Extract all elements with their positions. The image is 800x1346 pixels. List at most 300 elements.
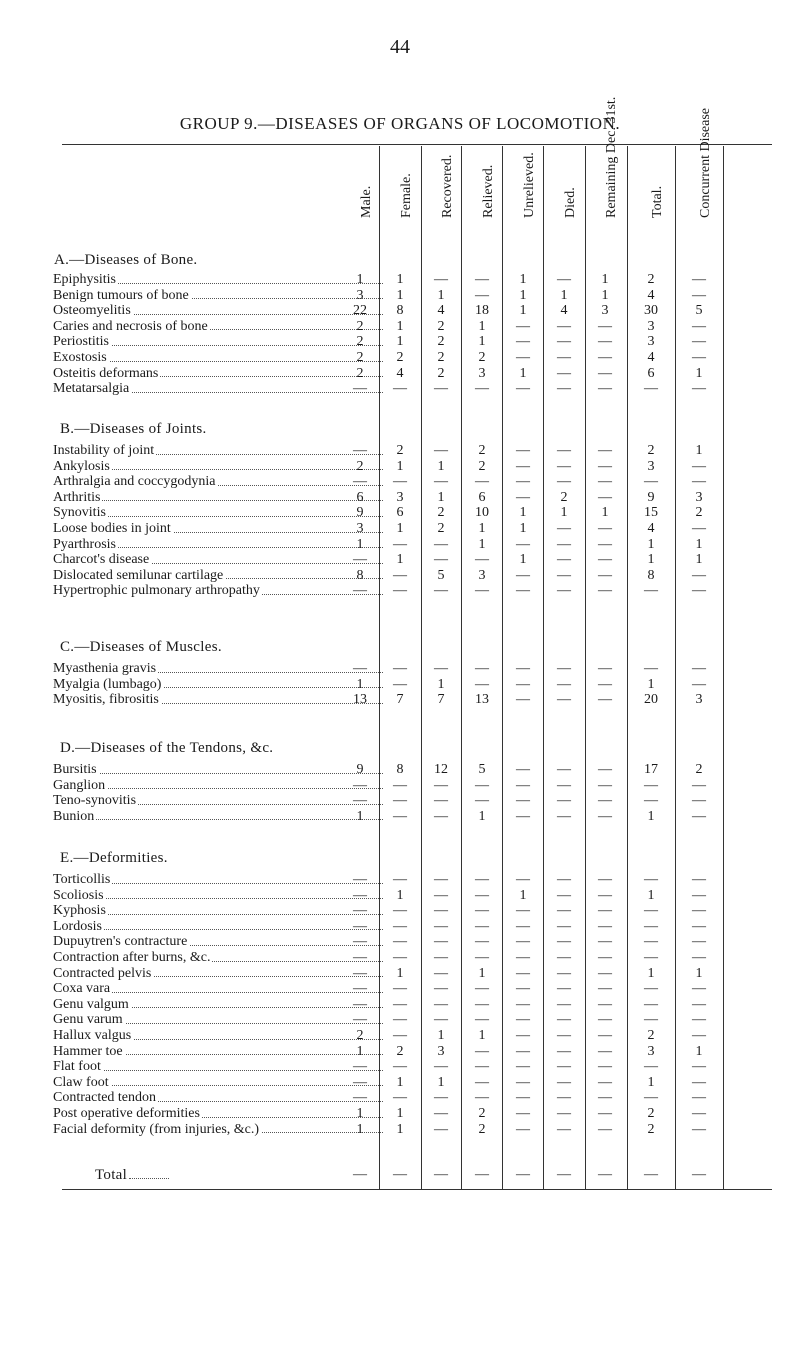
table-row [0,809,800,825]
cell-value: — [353,661,367,676]
cell-value: — [598,1043,612,1059]
cell-value: 1 [519,505,527,521]
cell-value: — [557,903,571,919]
cell-value: — [644,777,658,793]
cell-value: — [353,949,367,965]
table-row [0,1075,800,1091]
cell-value: — [353,981,367,997]
row-label-text: Benign tumours of bone [53,287,189,303]
table-row [0,334,800,350]
cell-value: — [393,934,407,950]
table-row [0,966,800,982]
cell-value: — [598,583,612,599]
cell-value: 2 [356,1027,364,1043]
cell-value: — [598,1059,612,1075]
row-label-text: Ankylosis [53,458,110,474]
cell-value: — [434,381,448,397]
cell-value: — [353,381,367,397]
cell-value: — [598,1012,612,1028]
cell-value: — [692,1012,706,1028]
row-label-text: Caries and necrosis of bone [53,318,208,334]
row-label [53,1044,383,1060]
cell-value: — [475,1043,489,1059]
cell-value: — [353,934,367,950]
row-label [53,1012,383,1028]
cell-value: — [434,887,448,903]
cell-value: 2 [437,318,445,334]
cell-value: — [692,1121,706,1137]
column-header-label: Recovered. [440,154,455,218]
row-label [53,1075,383,1091]
row-label [53,778,383,794]
cell-value: — [692,808,706,824]
cell-value: — [557,381,571,397]
table-row [0,583,800,599]
cell-value: — [434,949,448,965]
cell-value: — [557,1121,571,1137]
cell-value: — [475,474,489,490]
cell-value: — [434,1090,448,1106]
cell-value: — [393,996,407,1012]
cell-value: — [557,552,571,568]
cell-value: — [475,1090,489,1106]
cell-value: — [516,1012,530,1028]
cell-value: — [393,949,407,965]
table-row [0,872,800,888]
cell-value: — [557,777,571,793]
table-row [0,1012,800,1028]
cell-value: — [434,981,448,997]
cell-value: 1 [647,808,655,824]
row-label-text: Pyarthrosis [53,536,116,552]
row-label [53,661,383,677]
row-label-text: Genu valgum [53,996,129,1012]
cell-value: 2 [695,505,703,521]
total-value: — [393,1167,407,1183]
cell-value: — [692,349,706,365]
table-row [0,272,800,288]
cell-value: — [692,934,706,950]
row-label [53,443,383,459]
cell-value: 6 [396,505,404,521]
cell-value: 1 [437,676,445,692]
cell-value: 1 [601,287,609,303]
cell-value: 2 [356,349,364,365]
cell-value: — [598,965,612,981]
cell-value: — [692,661,706,676]
table-row [0,288,800,304]
cell-value: 1 [396,887,404,903]
row-label [53,319,383,335]
table-row [0,888,800,904]
cell-value: — [644,981,658,997]
cell-value: — [557,1027,571,1043]
column-header [428,154,454,232]
row-label [53,1106,383,1122]
row-label [53,809,383,825]
row-label-text: Genu varum [53,1012,123,1028]
cell-value: 5 [437,567,445,583]
row-label [53,981,383,997]
row-label [53,934,383,950]
row-label-text: Instability of joint [53,443,155,458]
row-label-text: Flat foot [53,1059,101,1075]
cell-value: — [598,552,612,568]
table-row [0,381,800,397]
cell-value: — [434,272,448,287]
cell-value: — [598,762,612,777]
row-label [53,552,383,568]
cell-value: — [475,1074,489,1090]
cell-value: — [557,661,571,676]
cell-value: 4 [647,520,655,536]
cell-value: 1 [356,1105,364,1121]
cell-value: — [557,1074,571,1090]
cell-value: 3 [437,1043,445,1059]
cell-value: — [475,996,489,1012]
cell-value: 13 [475,692,489,708]
cell-value: — [475,661,489,676]
cell-value: — [598,489,612,505]
cell-value: — [557,996,571,1012]
page-number: 44 [390,36,410,58]
cell-value: — [692,918,706,934]
total-value: — [434,1167,448,1183]
cell-value: — [557,272,571,287]
row-label [53,350,383,366]
cell-value: — [516,949,530,965]
column-header-label: Total. [650,185,665,218]
total-label: Total [95,1167,169,1184]
row-label [53,793,383,809]
cell-value: — [644,381,658,397]
cell-value: — [516,489,530,505]
row-label [53,459,383,475]
cell-value: — [434,872,448,887]
cell-value: 1 [519,887,527,903]
cell-value: — [393,381,407,397]
cell-value: 3 [601,303,609,319]
cell-value: 13 [353,692,367,708]
cell-value: — [353,777,367,793]
cell-value: — [557,1105,571,1121]
column-header-label: Female. [399,173,414,218]
cell-value: — [557,334,571,350]
section-title: A.—Diseases of Bone. [54,252,198,268]
table-row [0,778,800,794]
cell-value: 1 [478,334,486,350]
cell-value: 2 [437,349,445,365]
cell-value: — [353,1059,367,1075]
cell-value: 1 [478,318,486,334]
column-header [347,154,373,232]
row-label-text: Post operative deformities [53,1105,200,1121]
cell-value: 17 [644,762,658,777]
cell-value: — [434,1121,448,1137]
row-label-text: Arthritis [53,489,101,505]
cell-value: — [644,1090,658,1106]
cell-value: — [393,474,407,490]
table-row [0,366,800,382]
cell-value: 1 [695,1043,703,1059]
total-value: — [475,1167,489,1183]
cell-value: 3 [695,489,703,505]
cell-value: — [557,365,571,381]
cell-value: — [644,934,658,950]
cell-value: 2 [396,349,404,365]
cell-value: — [557,474,571,490]
cell-value: — [598,1027,612,1043]
cell-value: — [516,1043,530,1059]
cell-value: 1 [519,552,527,568]
cell-value: — [393,583,407,599]
cell-value: — [516,1105,530,1121]
cell-value: — [516,934,530,950]
cell-value: — [644,583,658,599]
table-row [0,934,800,950]
cell-value: — [516,583,530,599]
cell-value: — [692,458,706,474]
cell-value: 2 [647,443,655,458]
cell-value: 8 [356,567,364,583]
section-rows [0,872,800,1137]
total-value: — [353,1167,367,1183]
cell-value: — [557,965,571,981]
table-row [0,997,800,1013]
cell-value: 7 [437,692,445,708]
row-label [53,583,383,599]
row-label-text: Ganglion [53,777,106,793]
cell-value: — [692,318,706,334]
cell-value: — [598,872,612,887]
cell-value: — [692,1074,706,1090]
cell-value: 3 [478,365,486,381]
cell-value: — [516,777,530,793]
cell-value: 1 [695,443,703,458]
cell-value: — [516,474,530,490]
table-row [0,762,800,778]
table-row [0,677,800,693]
cell-value: — [692,287,706,303]
table-row [0,505,800,521]
row-label-text: Scoliosis [53,887,104,903]
cell-value: — [353,443,367,458]
table-row [0,568,800,584]
row-label-text: Claw foot [53,1074,109,1090]
cell-value: — [644,1059,658,1075]
row-label-text: Periostitis [53,334,110,350]
cell-value: 1 [396,552,404,568]
row-label [53,692,383,708]
cell-value: — [434,996,448,1012]
row-label-text: Exostosis [53,349,107,365]
cell-value: — [434,536,448,552]
section-rows [0,762,800,824]
cell-value: — [516,903,530,919]
row-label-text: Coxa vara [53,981,111,997]
cell-value: 1 [396,1074,404,1090]
cell-value: 1 [437,1027,445,1043]
cell-value: — [692,567,706,583]
cell-value: 1 [356,272,364,287]
cell-value: — [475,949,489,965]
cell-value: — [393,567,407,583]
cell-value: 5 [695,303,703,319]
cell-value: — [475,552,489,568]
table-row [0,1028,800,1044]
column-header-label: Concurrent Disease [698,107,713,218]
cell-value: — [692,1090,706,1106]
cell-value: — [434,1105,448,1121]
cell-value: — [516,458,530,474]
cell-value: — [393,903,407,919]
cell-value: — [434,934,448,950]
cell-value: 1 [601,272,609,287]
cell-value: — [598,777,612,793]
cell-value: — [557,443,571,458]
cell-value: — [598,474,612,490]
cell-value: — [393,808,407,824]
cell-value: — [516,443,530,458]
cell-value: 1 [519,365,527,381]
cell-value: 2 [437,334,445,350]
row-label [53,997,383,1013]
cell-value: — [353,583,367,599]
cell-value: — [475,981,489,997]
cell-value: — [516,349,530,365]
row-label-text: Dislocated semilunar cartilage [53,567,224,583]
table-row [0,950,800,966]
cell-value: 1 [695,536,703,552]
cell-value: 9 [356,762,364,777]
row-label-text: Myositis, fibrositis [53,692,159,708]
cell-value: — [557,872,571,887]
row-label [53,521,383,537]
cell-value: — [692,1027,706,1043]
cell-value: — [434,808,448,824]
column-header-label: Died. [563,187,578,218]
cell-value: — [353,887,367,903]
cell-value: — [598,1090,612,1106]
column-header [686,107,713,232]
cell-value: — [598,334,612,350]
cell-value: 1 [519,520,527,536]
cell-value: 1 [478,1027,486,1043]
cell-value: — [598,381,612,397]
cell-value: — [353,918,367,934]
cell-value: — [516,1090,530,1106]
cell-value: — [644,661,658,676]
table-row [0,1106,800,1122]
cell-value: 1 [647,1074,655,1090]
cell-value: — [692,272,706,287]
cell-value: 4 [560,303,568,319]
cell-value: 2 [356,318,364,334]
table-row [0,350,800,366]
cell-value: — [598,365,612,381]
cell-value: — [692,903,706,919]
table-row [0,490,800,506]
row-label [53,1122,383,1138]
cell-value: — [557,808,571,824]
cell-value: 4 [437,303,445,319]
row-label-text: Bunion [53,808,95,824]
row-label [53,677,383,693]
row-label-text: Contraction after burns, &c. [53,949,211,965]
cell-value: 1 [356,676,364,692]
cell-value: 2 [478,349,486,365]
cell-value: 1 [437,1074,445,1090]
cell-value: — [692,381,706,397]
column-header [510,154,536,232]
cell-value: 10 [475,505,489,521]
table-row [0,1090,800,1106]
cell-value: — [393,981,407,997]
cell-value: — [644,793,658,809]
column-header [387,154,413,232]
cell-value: — [557,918,571,934]
cell-value: — [393,1090,407,1106]
cell-value: — [434,903,448,919]
cell-value: — [516,1121,530,1137]
cell-value: — [475,918,489,934]
cell-value: — [598,1121,612,1137]
cell-value: — [516,1059,530,1075]
cell-value: 20 [644,692,658,708]
total-value: — [516,1167,530,1183]
column-header [469,154,495,232]
section-rows [0,661,800,708]
row-label-text: Facial deformity (from injuries, &c.) [53,1121,260,1137]
row-label-text: Osteitis deformans [53,365,159,381]
cell-value: — [598,349,612,365]
cell-value: 1 [519,272,527,287]
row-label [53,381,383,397]
cell-value: 1 [396,287,404,303]
row-label-text: Metatarsalgia [53,381,130,397]
cell-value: — [598,661,612,676]
table-row [0,793,800,809]
cell-value: 1 [396,272,404,287]
cell-value: 9 [647,489,655,505]
table-row [0,537,800,553]
cell-value: — [434,443,448,458]
cell-value: — [393,1027,407,1043]
cell-value: 1 [695,365,703,381]
cell-value: — [557,1012,571,1028]
cell-value: — [598,808,612,824]
cell-value: — [475,777,489,793]
row-label-text: Loose bodies in joint [53,520,171,536]
cell-value: — [516,1027,530,1043]
cell-value: 3 [647,318,655,334]
section-title: B.—Diseases of Joints. [60,421,207,437]
table-row [0,443,800,459]
cell-value: 3 [396,489,404,505]
cell-value: — [475,887,489,903]
cell-value: 7 [396,692,404,708]
cell-value: — [557,887,571,903]
cell-value: — [516,318,530,334]
cell-value: — [644,918,658,934]
cell-value: 2 [396,1043,404,1059]
cell-value: 2 [437,365,445,381]
cell-value: — [598,981,612,997]
cell-value: — [557,1090,571,1106]
table-row [0,903,800,919]
cell-value: — [557,1059,571,1075]
cell-value: — [557,949,571,965]
